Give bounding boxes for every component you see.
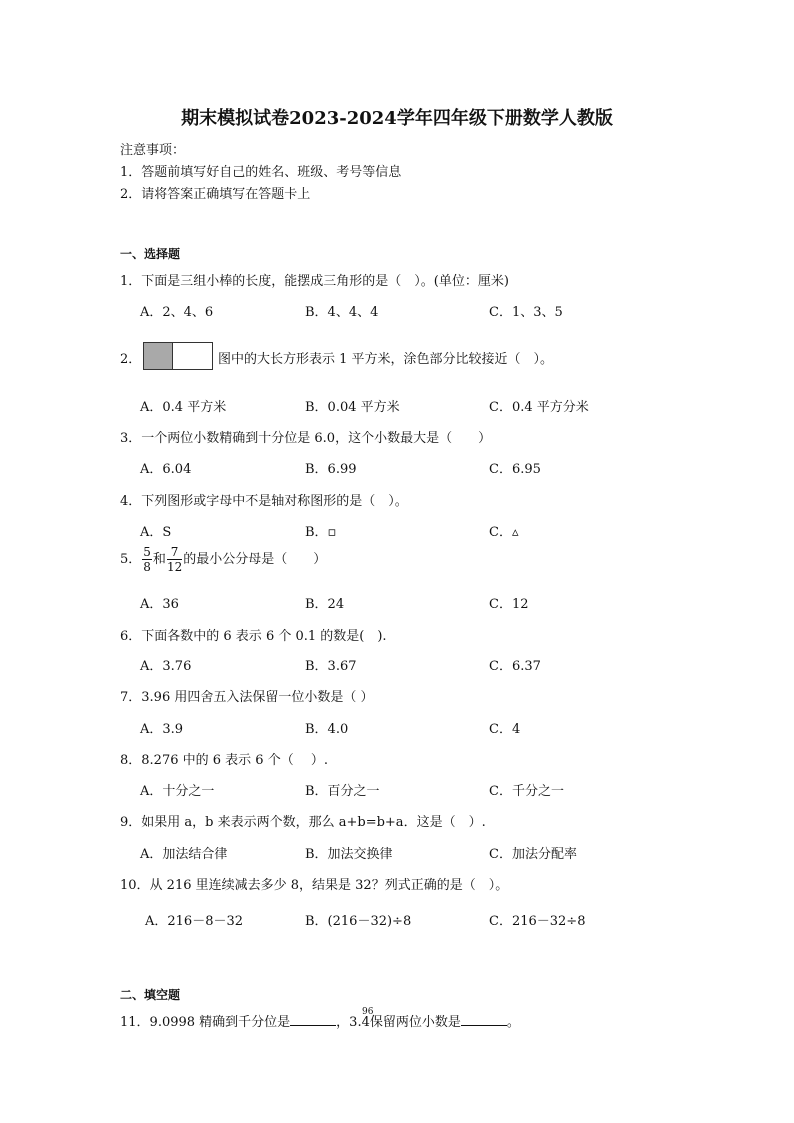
shaded-part	[144, 343, 173, 369]
option-a: A．0.4 平方米	[140, 400, 227, 415]
option-a: A．S	[140, 525, 172, 540]
option-b: B．3.67	[305, 659, 357, 674]
option-c: C．0.4 平方分米	[489, 400, 589, 415]
question-number: 5．	[120, 552, 142, 567]
option-c: C．12	[489, 597, 529, 612]
option-c: C．加法分配率	[489, 847, 577, 862]
option-c: C．千分之一	[489, 784, 564, 799]
option-b: B．▫	[305, 525, 337, 540]
option-a: A．36	[140, 597, 179, 612]
option-b: B．4.0	[305, 722, 349, 737]
fraction: $\frac{5}{8}$	[143, 545, 151, 574]
option-b: B．4、4、4	[305, 305, 379, 320]
note-item: 1．答题前填写好自己的姓名、班级、考号等信息	[120, 165, 402, 180]
answer-blank[interactable]	[290, 1013, 336, 1026]
option-c: C．6.37	[489, 659, 541, 674]
option-b: B．(216－32)÷8	[305, 914, 412, 929]
option-a: A．2、4、6	[140, 305, 214, 320]
option-a: A．3.9	[140, 722, 184, 737]
page-title: 期末模拟试卷2023-2024学年四年级下册数学人教版	[181, 108, 613, 129]
question-number: 2．	[120, 352, 142, 367]
option-c: C．6.95	[489, 462, 541, 477]
question-text: 4．下列图形或字母中不是轴对称图形的是（ ）。	[120, 494, 408, 509]
question-text: 图中的大长方形表示 1 平方米，涂色部分比较接近（ ）。	[218, 352, 554, 367]
question-text: 7．3.96 用四舍五入法保留一位小数是（ ）	[120, 690, 374, 705]
section-heading: 二、填空题	[120, 988, 181, 1002]
answer-blank[interactable]	[461, 1013, 507, 1026]
section-heading: 一、选择题	[120, 247, 181, 261]
option-b: B．24	[305, 597, 345, 612]
question-text: 10．从 216 里连续减去多少 8，结果是 32？列式正确的是（ ）。	[120, 878, 509, 893]
overlapping-digits: 96	[362, 1007, 374, 1017]
question-text: 5． $\frac{5}{8}$ 和 $\frac{7}{12}$ 的最小公分母是（ ）	[120, 545, 327, 574]
option-c: C．▵	[489, 525, 519, 540]
option-a: A．十分之一	[140, 784, 215, 799]
question-text: 9．如果用 a，b 来表示两个数，那么 a+b=b+a．这是（ ）.	[120, 815, 486, 830]
option-b: B．加法交换律	[305, 847, 393, 862]
notes-heading: 注意事项：	[120, 143, 186, 158]
question-text: 8．8.276 中的 6 表示 6 个（ ）.	[120, 753, 328, 768]
option-a: A．6.04	[140, 462, 192, 477]
note-item: 2．请将答案正确填写在答题卡上	[120, 187, 311, 202]
option-c: C．1、3、5	[489, 305, 563, 320]
option-a: A．加法结合律	[140, 847, 228, 862]
question-text: 1．下面是三组小棒的长度，能摆成三角形的是（ ）。(单位：厘米)	[120, 274, 509, 289]
option-b: B．百分之一	[305, 784, 380, 799]
option-c: C．216－32÷8	[489, 914, 586, 929]
question-text: 3．一个两位小数精确到十分位是 6.0，这个小数最大是（ ）	[120, 431, 492, 446]
option-b: B．6.99	[305, 462, 357, 477]
question-text: 11．9.0998 精确到千分位是 ，3.4保留两位小数是 。	[120, 1015, 520, 1030]
option-a: A．216－8－32	[145, 914, 244, 929]
fraction: $\frac{7}{12}$	[166, 545, 183, 574]
option-c: C．4	[489, 722, 521, 737]
rectangle-figure	[143, 342, 213, 370]
question-text: 6．下面各数中的 6 表示 6 个 0.1 的数是( ).	[120, 629, 387, 644]
option-b: B．0.04 平方米	[305, 400, 400, 415]
option-a: A．3.76	[140, 659, 192, 674]
